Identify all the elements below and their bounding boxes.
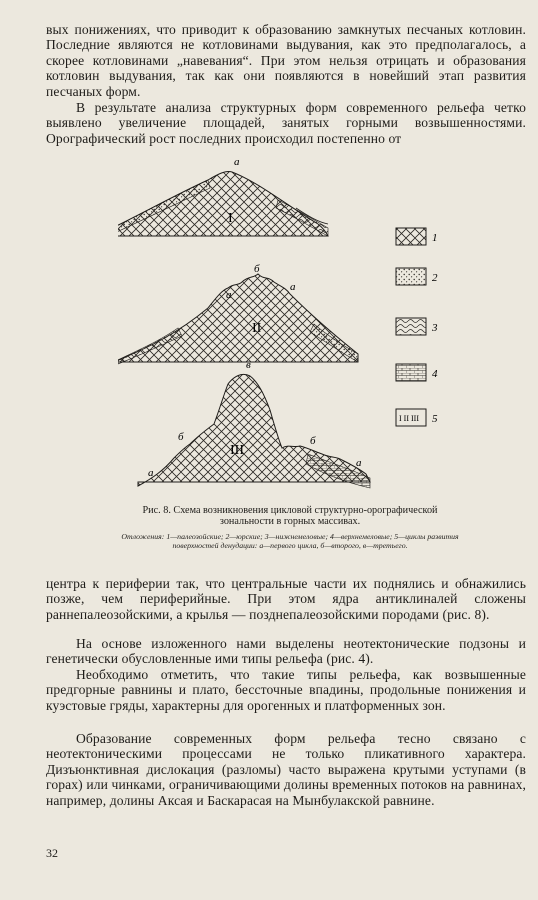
profile-3 [138,359,370,488]
paragraph-top-2: В результате анализа структурных форм современного рельефа четко выявлено увеличение площадей, занятых горными возвышенностями. Орографический рост последних происходил постепенно от [46,100,526,146]
figure-legend-explanation: Отложения: 1—палеозойские; 2—юрские; 3—нижнемеловые; 4—верхнемеловые; 5—циклы развития поверхностей денудации: а—первого цикла, б—второго, в—третьего. [121,532,459,551]
legend-label-3: 3 [432,322,438,334]
figure-legend [396,228,438,426]
figure-8 [118,148,448,498]
figure-caption: Рис. 8. Схема возникновения цикловой структурно-орографической зональности в горных массивах. [142,505,438,528]
profile-2 [118,263,358,364]
label-a-3-right: а [356,457,362,469]
legend-swatch-5-text: I II III [399,414,419,423]
paragraph-bottom-3: Необходимо отметить, что такие типы рельефа, как возвышенные предгорные равнины и плато, бессточные впадины, продольные понижения и куэстовые гряды, характерны для орогенных и платформенных зон. [46,667,526,713]
legend-label-5: 5 [432,413,438,425]
legend-label-2: 2 [432,272,438,284]
label-a-1: а [234,156,240,168]
legend-swatch-1 [396,228,426,245]
label-profile-1: I [228,211,233,226]
label-profile-2: II [252,321,262,336]
legend-label-1: 1 [432,232,438,244]
label-profile-3: III [230,443,244,458]
cycle-scheme-diagram [118,148,448,498]
label-b-3-right: б [310,435,316,447]
legend-label-4: 4 [432,368,438,380]
label-v-3: в [246,359,251,371]
legend-swatch-2 [396,268,426,285]
paragraph-bottom-4: Образование современных форм рельефа тесно связано с неотектоническими процессами не только пликативного характера. Дизъюнктивная дислокация (разломы) часто выражена крутыми уступами (в горах) или чинками, ограничивающими долины временных потоков на равнинах, например, долины Аксая и Баскарасая на Мынбулакской равнине. [46,731,526,808]
label-b-3-left: б [178,431,184,443]
profile-1 [118,156,328,236]
legend-swatch-3 [396,318,426,335]
paragraph-top-1: вых понижениях, что приводит к образованию замкнутых песчаных котловин. Последние являются не котловинами выдувания, как это предполагалось, а скорее котловинами „навевания“. При этом нельзя отрицать и образования котловин выдувания, так как они появляются в новейший этап развития песчаных форм. [46,22,526,99]
label-a-2-left: а [226,289,232,301]
paragraph-bottom-1: центра к периферии так, что центральные части их поднялись и обнажились позже, чем периферийные. При этом ядра антиклиналей сложены раннепалеозойскими, а крылья — позднепалеозойскими породами (рис. 8). [46,576,526,622]
label-a-2-right: а [290,281,296,293]
paragraph-bottom-2: На основе изложенного нами выделены неотектонические подзоны и генетически обусловленные ими типы рельефа (рис. 4). [46,636,526,667]
label-a-3-left: а [148,467,154,479]
legend-swatch-4 [396,364,426,381]
label-b-2: б [254,263,260,275]
page-number: 32 [46,846,58,860]
